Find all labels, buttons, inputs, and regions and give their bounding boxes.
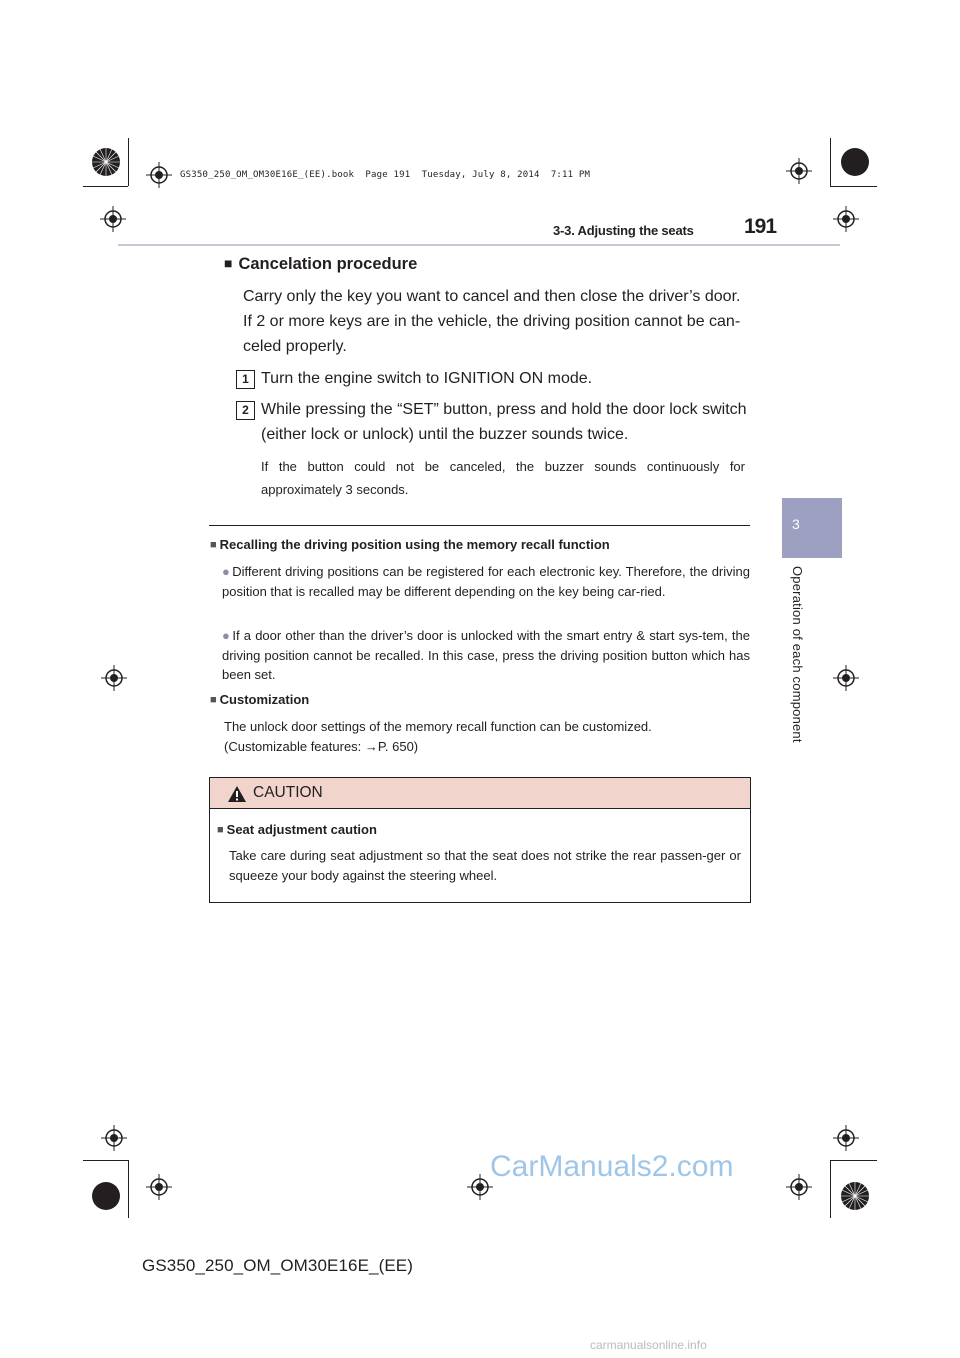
caution-title: CAUTION — [253, 784, 323, 801]
registration-mark-icon — [833, 665, 859, 691]
crop-line — [830, 1160, 831, 1218]
footer-code: GS350_250_OM_OM30E16E_(EE) — [142, 1256, 413, 1275]
paragraph-2b: celed properly. — [243, 338, 347, 355]
step-number-2: 2 — [236, 401, 255, 420]
dot-mark-icon — [91, 1181, 121, 1211]
recall-bullet-2: ● If a door other than the driver’s door is unlocked with the smart entry & start sys-tem, the driving position cannot be recalled. In this case, press the driving position button which has been set. — [222, 628, 750, 682]
square-bullet-icon: ■ — [224, 255, 233, 271]
round-bullet-icon: ● — [222, 628, 231, 643]
recall-heading: ■ Recalling the driving position using the memory recall function — [210, 537, 610, 552]
customization-heading: ■ Customization — [210, 692, 310, 707]
registration-mark-icon — [833, 206, 859, 232]
paragraph-1: Carry only the key you want to cancel and then close the driver’s door. — [243, 288, 741, 305]
registration-mark-icon — [146, 1174, 172, 1200]
crop-line — [830, 186, 877, 187]
step-text-1: Turn the engine switch to IGNITION ON mode. — [261, 370, 593, 387]
customization-line-2: (Customizable features: →P. 650) — [224, 739, 419, 754]
registration-mark-icon — [101, 665, 127, 691]
section-title: 3-3. Adjusting the seats — [553, 223, 694, 238]
paragraph-2a: If 2 or more keys are in the vehicle, the driving position cannot be can- — [243, 313, 741, 330]
customization-line-1: The unlock door settings of the memory recall function can be customized. — [224, 719, 652, 734]
square-bullet-icon: ■ — [210, 694, 217, 706]
crop-line — [83, 186, 128, 187]
registration-mark-icon — [146, 162, 172, 188]
step-text-2a: While pressing the “SET” button, press and hold the door lock switch — [261, 401, 747, 418]
main-heading: ■ Cancelation procedure — [224, 255, 418, 273]
crop-line — [128, 1160, 129, 1218]
page-number: 191 — [744, 215, 777, 238]
caution-box — [209, 777, 751, 903]
chapter-number: 3 — [792, 516, 800, 532]
square-bullet-icon: ■ — [217, 824, 224, 836]
registration-mark-icon — [833, 1125, 859, 1151]
warning-triangle-icon — [227, 785, 247, 803]
registration-mark-icon — [786, 1174, 812, 1200]
crop-line — [128, 138, 129, 186]
chapter-tab — [782, 498, 842, 558]
step-text-2b: (either lock or unlock) until the buzzer sounds twice. — [261, 426, 629, 443]
recall-bullet-1: ● Different driving positions can be registered for each electronic key. Therefore, the driving position that is recalled may be different depending on the key being car-ried. — [222, 564, 750, 599]
registration-mark-icon — [101, 1125, 127, 1151]
registration-mark-icon — [100, 206, 126, 232]
print-info: GS350_250_OM_OM30E16E_(EE).book Page 191 Tuesday, July 8, 2014 7:11 PM — [180, 170, 591, 180]
caution-header — [210, 778, 750, 809]
crop-line — [830, 138, 831, 186]
registration-mark-icon — [786, 158, 812, 184]
crop-line — [83, 1160, 128, 1161]
chapter-label: Operation of each component — [790, 566, 805, 743]
round-bullet-icon: ● — [222, 564, 231, 579]
dot-mark-icon — [840, 147, 870, 177]
caution-text: Take care during seat adjustment so that the seat does not strike the rear passen-ger or squeeze your body against the steering wheel. — [229, 848, 741, 883]
header-rule — [118, 244, 840, 246]
sunburst-mark-icon — [840, 1181, 870, 1211]
step-note: If the button could not be canceled, the buzzer sounds continuously for approximately 3 seconds. — [261, 459, 745, 497]
step-number-1: 1 — [236, 370, 255, 389]
section-divider — [209, 525, 750, 526]
caution-subheading: ■ Seat adjustment caution — [217, 822, 377, 837]
watermark-bottom: carmanualsonline.info — [590, 1338, 707, 1352]
watermark: CarManuals2.com — [490, 1150, 734, 1183]
crop-line — [830, 1160, 877, 1161]
square-bullet-icon: ■ — [210, 539, 217, 551]
sunburst-mark-icon — [91, 147, 121, 177]
